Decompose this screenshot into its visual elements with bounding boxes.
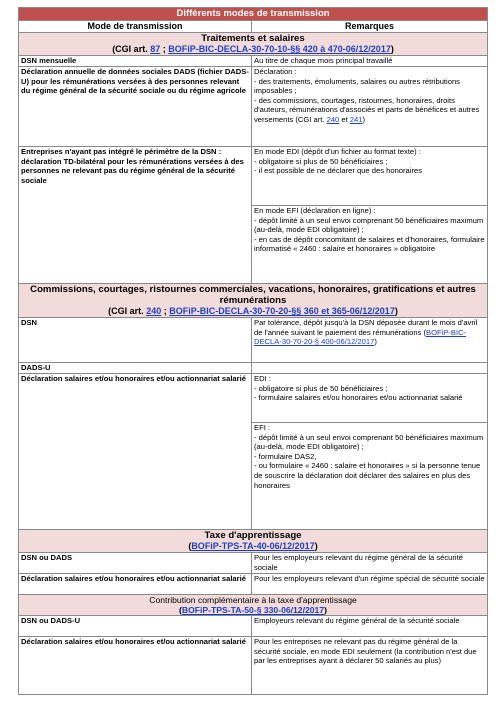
remark-line: - ou formulaire « 2460 : salaire et honoraires » si la personne tenue de souscrire la déclaration doit déclarer des salaires en plus des honoraires xyxy=(254,461,481,490)
transmission-modes-table xyxy=(18,7,488,695)
remark-text: ) xyxy=(374,337,377,347)
table-row xyxy=(19,147,488,206)
mode-cell: Déclaration salaires et/ou honoraires et/ou actionnariat salarié xyxy=(19,574,252,595)
remark-line: En mode EDI (dépôt d'un fichier au format texte) : xyxy=(254,147,421,156)
table-title: Différents modes de transmission xyxy=(19,8,488,21)
remark-line: - il est possible de ne déclarer que des honoraires xyxy=(254,166,423,176)
table-row xyxy=(19,574,488,595)
section-reference xyxy=(21,306,485,317)
section-header-row xyxy=(19,530,488,553)
remark-cell: Employeurs relevant du régime général de la sécurité sociale xyxy=(252,616,488,637)
table-row xyxy=(19,67,488,147)
cgi-link[interactable]: 240 xyxy=(146,306,162,316)
remark-line: - dépôt limité à un seul envoi comprenant 50 bénéficiaires maximum (au-delà, mode EDI obligatoire) ; xyxy=(254,215,484,235)
remark-line: - formulaire DAS2, xyxy=(254,451,317,461)
remark-cell: Pour les employeurs relevant du régime général de la sécurité sociale xyxy=(252,553,488,574)
remark-text: - des commissions, courtages, ristournes, honoraires, droits d'auteurs, rémunérations d'associés et parts de bénéfices et autres versements (CGI art. xyxy=(254,95,480,124)
section-title: Traitements et salaires xyxy=(201,33,305,44)
ref-close: ) xyxy=(390,44,394,54)
section-title: Contribution complémentaire à la taxe d'apprentissage xyxy=(149,595,357,605)
section-commissions xyxy=(19,284,488,318)
remark-line: - obligatoire si plus de 50 bénéficiaires ; xyxy=(254,383,388,393)
remark-line: - des traitements, émoluments, salaires ou autres rétributions imposables ; xyxy=(254,76,460,96)
mode-cell: Déclaration annuelle de données sociales DADS (fichier DADS-U) pour les rémunérations versées à des personnes relevant du régime général de la sécurité sociale ou du régime agricole xyxy=(19,67,252,147)
table-row xyxy=(19,318,488,363)
table-title-row xyxy=(19,8,488,21)
table-row xyxy=(19,363,488,374)
section-header-row xyxy=(19,284,488,318)
section-traitements-salaires xyxy=(19,33,488,56)
bofip-link[interactable]: BOFiP-TPS-TA-40-06/12/2017 xyxy=(191,541,315,551)
ref-open: (CGI art. xyxy=(108,306,147,316)
remark-cell xyxy=(252,318,488,363)
remark-line xyxy=(254,96,485,125)
mode-cell: Déclaration salaires et/ou honoraires et/ou actionnariat salarié xyxy=(19,374,252,530)
table-row xyxy=(19,56,488,67)
remark-text: et xyxy=(339,114,350,124)
remark-line: En mode EFI (déclaration en ligne) : xyxy=(254,206,376,215)
column-header-remarques: Remarques xyxy=(252,21,488,33)
section-taxe-apprentissage xyxy=(19,530,488,553)
remark-cell-empty xyxy=(252,363,488,374)
remark-line: Déclaration : xyxy=(254,67,297,76)
ref-open: (CGI art. xyxy=(112,44,151,54)
section-reference xyxy=(21,541,485,552)
section-title: Taxe d'apprentissage xyxy=(204,530,302,541)
section-header-row xyxy=(19,595,488,616)
remark-cell-efi xyxy=(252,206,488,284)
section-title: Commissions, courtages, ristournes commerciales, vacations, honoraires, gratifications et autres rémunérations xyxy=(30,284,476,306)
remark-line: - en cas de dépôt concomitant de salaires et d'honoraires, formulaire informatisé « 2460 : salaire et honoraires » obligatoire xyxy=(254,234,485,254)
remark-cell-edi xyxy=(252,374,488,423)
mode-cell: DSN mensuelle xyxy=(19,56,252,67)
column-header-mode: Mode de transmission xyxy=(19,21,252,33)
remark-line: EDI : xyxy=(254,374,271,383)
bofip-link[interactable]: BOFiP-BIC-DECLA-30-70-20-§ 400-06/12/2017 xyxy=(254,327,467,347)
table-row xyxy=(19,637,488,695)
mode-cell: DSN ou DADS xyxy=(19,553,252,574)
remark-text: Par tolérance, dépôt jusqu'à la DSN déposée durant le mois d'avril de l'année suivant le paiement des rémunérations ( xyxy=(254,318,478,337)
remark-cell: Au titre de chaque mois principal travaillé xyxy=(252,56,488,67)
column-header-row xyxy=(19,21,488,33)
ref-close: ) xyxy=(394,306,398,316)
section-contribution-complementaire xyxy=(19,595,488,616)
ref-close: ) xyxy=(324,605,327,615)
ref-open: ( xyxy=(179,605,182,615)
mode-cell: DADS-U xyxy=(19,363,252,374)
ref-sep: ; xyxy=(161,306,170,316)
bofip-link[interactable]: BOFiP-TPS-TA-50-§ 330-06/12/2017 xyxy=(181,605,325,615)
remark-cell-efi xyxy=(252,423,488,530)
cgi-link[interactable]: 87 xyxy=(150,44,161,54)
remark-text: ) xyxy=(362,114,366,124)
mode-cell: Déclaration salaires et/ou honoraires et/ou actionnariat salarié xyxy=(19,637,252,695)
remark-line: - obligatoire si plus de 50 bénéficiaires ; xyxy=(254,156,388,166)
bofip-link[interactable]: BOFiP-BIC-DECLA-30-70-20-§§ 360 et 365-06/12/2017 xyxy=(169,306,395,316)
table-row xyxy=(19,374,488,423)
table-row xyxy=(19,616,488,637)
mode-cell: DSN ou DADS-U xyxy=(19,616,252,637)
bofip-link[interactable]: BOFiP-BIC-DECLA-30-70-10-§§ 420 à 470-06/12/2017 xyxy=(168,44,391,54)
ref-sep: ; xyxy=(160,44,169,54)
transmission-modes-document xyxy=(18,7,487,720)
remark-cell: Pour les entreprises ne relevant pas du régime général de la sécurité sociale, en mode EDI seulement (la contribution n'est due par les entreprises ayant à déclarer 50 salariés au plus) xyxy=(252,637,488,695)
remark-cell xyxy=(252,67,488,147)
section-reference xyxy=(21,605,485,615)
remark-cell: Pour les employeurs relevant d'un régime spécial de sécurité sociale xyxy=(252,574,488,595)
section-header-row xyxy=(19,33,488,56)
table-row xyxy=(19,553,488,574)
remark-cell-edi xyxy=(252,147,488,206)
cgi-241-link[interactable]: 241 xyxy=(349,114,363,124)
remark-line: - formulaire salaires et/ou honoraires et/ou actionnariat salarié xyxy=(254,393,463,403)
ref-open: ( xyxy=(188,541,192,551)
remark-line: EFI : xyxy=(254,423,271,432)
section-reference xyxy=(21,44,485,55)
mode-cell: DSN xyxy=(19,318,252,363)
cgi-240-link[interactable]: 240 xyxy=(326,114,340,124)
remark-line: - dépôt limité à un seul envoi comprenant 50 bénéficiaires maximum (au-delà, mode EDI obligatoire) ; xyxy=(254,432,484,452)
ref-close: ) xyxy=(314,541,318,551)
mode-cell: Entreprises n'ayant pas intégré le périmètre de la DSN : déclaration TD-bilatéral pour les rémunérations versées à des personnes ne relevant pas du régime général de la sécurité sociale xyxy=(19,147,252,284)
